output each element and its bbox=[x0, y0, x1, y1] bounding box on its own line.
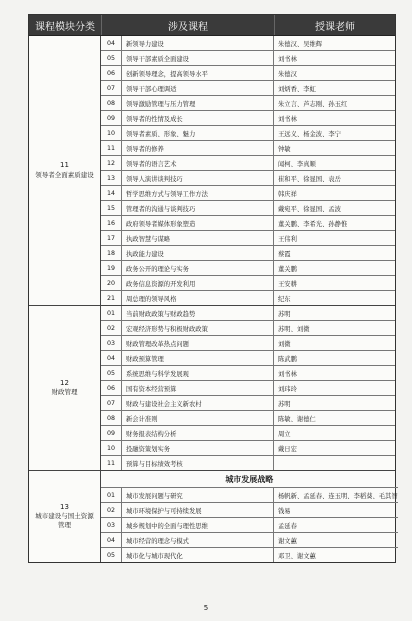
course-name: 投融资策划实务 bbox=[122, 441, 274, 455]
teacher-name: 邓卫、谢文蕙 bbox=[278, 552, 316, 560]
module-number: 13 bbox=[60, 503, 69, 512]
row-number: 18 bbox=[101, 246, 122, 260]
teacher-name: 苏明、刘微 bbox=[278, 325, 310, 333]
row-number: 10 bbox=[101, 441, 122, 455]
table-row bbox=[101, 306, 395, 321]
teacher-name: 韩庆祥 bbox=[278, 190, 297, 198]
teacher-name: 刘书林 bbox=[278, 115, 297, 123]
module-name: 财政管理 bbox=[51, 388, 78, 397]
course-name: 财务报表结构分析 bbox=[122, 426, 274, 440]
table-row bbox=[101, 96, 395, 111]
course-name: 财政管理改革热点问题 bbox=[122, 336, 274, 350]
row-number: 05 bbox=[101, 366, 122, 380]
table-row bbox=[101, 291, 395, 305]
course-name: 新领导力建设 bbox=[122, 36, 274, 50]
table-row bbox=[101, 201, 395, 216]
table-row bbox=[101, 411, 395, 426]
course-name: 领导干部素质全面建设 bbox=[122, 51, 274, 65]
course-name: 系统思维与科学发展观 bbox=[122, 366, 274, 380]
row-number: 04 bbox=[101, 533, 122, 547]
course-name: 政府领导者媒体形象塑造 bbox=[122, 216, 274, 230]
course-name: 哲学思维方式与领导工作方法 bbox=[122, 186, 274, 200]
teacher-name: 朱立言、芦志刚、孙玉红 bbox=[278, 100, 348, 108]
row-number: 14 bbox=[101, 186, 122, 200]
page-number: 5 bbox=[203, 604, 209, 612]
table-row bbox=[101, 488, 398, 503]
row-number: 09 bbox=[101, 426, 122, 440]
table-row bbox=[101, 111, 395, 126]
table-row bbox=[101, 351, 395, 366]
course-name: 领导者的性情及成长 bbox=[122, 111, 274, 125]
table-row bbox=[101, 503, 398, 518]
row-number: 01 bbox=[101, 488, 122, 502]
teacher-name: 周立 bbox=[278, 430, 291, 438]
teacher-name: 陈敏、谢德仁 bbox=[278, 415, 316, 423]
row-number: 13 bbox=[101, 171, 122, 185]
table-row bbox=[101, 261, 395, 276]
table-row bbox=[101, 216, 395, 231]
teacher-name: 闻柯、李真顺 bbox=[278, 160, 316, 168]
course-name: 领导激励管理与压力管理 bbox=[122, 96, 274, 110]
row-number: 05 bbox=[101, 51, 122, 65]
row-number: 06 bbox=[101, 381, 122, 395]
course-name: 城市环境保护与可持续发展 bbox=[122, 503, 274, 517]
row-number: 03 bbox=[101, 336, 122, 350]
header-category: 课程模块分类 bbox=[35, 21, 95, 33]
module-section bbox=[29, 471, 398, 562]
row-number: 01 bbox=[101, 306, 122, 320]
module-name: 城市建设与国土资源管理 bbox=[35, 512, 94, 530]
row-number: 04 bbox=[101, 36, 122, 50]
row-number: 04 bbox=[101, 351, 122, 365]
row-number: 02 bbox=[101, 321, 122, 335]
table-row bbox=[101, 441, 395, 456]
course-name: 领导者的修养 bbox=[122, 141, 274, 155]
row-number: 11 bbox=[101, 456, 122, 470]
table-row bbox=[101, 156, 395, 171]
table-row bbox=[101, 336, 395, 351]
teacher-name: 朱德汉 bbox=[278, 70, 297, 78]
course-name: 财政与建设社会主义新农村 bbox=[122, 396, 274, 410]
table-row bbox=[101, 36, 395, 51]
row-number: 08 bbox=[101, 411, 122, 425]
teacher-name: 戴宛平、徐显国、孟波 bbox=[278, 205, 341, 213]
course-name: 城市发展问题与研究 bbox=[122, 488, 274, 502]
row-number: 19 bbox=[101, 261, 122, 275]
course-name: 创新领导理念，提高领导水平 bbox=[122, 66, 274, 80]
row-number: 21 bbox=[101, 291, 122, 305]
course-name: 执政智慧与谋略 bbox=[122, 231, 274, 245]
course-name: 宏观经济形势与积极财政政策 bbox=[122, 321, 274, 335]
row-number: 20 bbox=[101, 276, 122, 290]
teacher-name: 刘玮玲 bbox=[278, 385, 297, 393]
row-number: 11 bbox=[101, 141, 122, 155]
teacher-name: 崔和平、徐显国、袁岳 bbox=[278, 175, 341, 183]
row-number: 16 bbox=[101, 216, 122, 230]
table-row bbox=[101, 366, 395, 381]
teacher-name: 朱德汉、吴维辉 bbox=[278, 40, 323, 48]
teacher-name: 纪东 bbox=[278, 295, 291, 303]
row-number: 17 bbox=[101, 231, 122, 245]
row-number: 15 bbox=[101, 201, 122, 215]
course-name: 政务信息资源的开发利用 bbox=[122, 276, 274, 290]
course-rows bbox=[101, 471, 398, 562]
table-row bbox=[101, 186, 395, 201]
course-name: 周总理的领导风格 bbox=[122, 291, 274, 305]
module-section bbox=[29, 36, 395, 306]
header-teacher: 授课老师 bbox=[274, 15, 395, 35]
teacher-name: 孟延春 bbox=[278, 522, 297, 530]
header-course: 涉及课程 bbox=[101, 15, 274, 35]
teacher-name: 戴日宏 bbox=[278, 445, 297, 453]
sub-heading: 城市发展战略 bbox=[101, 471, 398, 488]
row-number: 02 bbox=[101, 503, 122, 517]
course-name: 管理者的沟通与谈判技巧 bbox=[122, 201, 274, 215]
row-number: 07 bbox=[101, 81, 122, 95]
module-category bbox=[29, 306, 101, 470]
teacher-name: 王伟利 bbox=[278, 235, 297, 243]
module-number: 11 bbox=[60, 161, 69, 170]
table-row bbox=[101, 81, 395, 96]
course-name: 当前财政政策与财政趋势 bbox=[122, 306, 274, 320]
table-row bbox=[101, 66, 395, 81]
teacher-name bbox=[274, 456, 395, 470]
teacher-name: 刘书林 bbox=[278, 370, 297, 378]
table-row bbox=[101, 548, 398, 562]
table-row bbox=[101, 321, 395, 336]
module-category bbox=[29, 36, 101, 305]
course-name: 城市化与城市现代化 bbox=[122, 548, 274, 562]
module-category bbox=[29, 471, 101, 562]
table-row bbox=[101, 396, 395, 411]
course-table bbox=[28, 14, 396, 563]
table-row bbox=[101, 231, 395, 246]
teacher-name: 董关鹏、李希光、孙静惟 bbox=[278, 220, 348, 228]
course-name: 预算与目标绩效考核 bbox=[122, 456, 274, 470]
course-name: 政务公开的理论与实务 bbox=[122, 261, 274, 275]
table-row bbox=[101, 51, 395, 66]
course-rows bbox=[101, 36, 395, 305]
course-name: 领导者素质、形象、魅力 bbox=[122, 126, 274, 140]
table-row bbox=[101, 381, 395, 396]
table-row bbox=[101, 426, 395, 441]
row-number: 10 bbox=[101, 126, 122, 140]
row-number: 08 bbox=[101, 96, 122, 110]
row-number: 12 bbox=[101, 156, 122, 170]
teacher-name: 刘炳香、李虹 bbox=[278, 85, 316, 93]
teacher-name: 刘书林 bbox=[278, 55, 297, 63]
table-row bbox=[101, 126, 395, 141]
row-number: 07 bbox=[101, 396, 122, 410]
teacher-name: 苏明 bbox=[278, 310, 291, 318]
teacher-name: 钱易 bbox=[278, 507, 291, 515]
course-name: 财政预算管理 bbox=[122, 351, 274, 365]
teacher-name: 谢文蕙 bbox=[278, 537, 297, 545]
table-body bbox=[29, 36, 398, 562]
module-name: 领导者全面素质建设 bbox=[35, 170, 94, 179]
teacher-name: 苏明 bbox=[278, 400, 291, 408]
table-row bbox=[101, 456, 395, 470]
table-row bbox=[101, 141, 395, 156]
course-name: 城市经营的理念与模式 bbox=[122, 533, 274, 547]
module-section bbox=[29, 306, 395, 471]
teacher-name: 董关鹏 bbox=[278, 265, 297, 273]
teacher-name: 陈武鹏 bbox=[278, 355, 297, 363]
teacher-name: 蔡霞 bbox=[278, 250, 291, 258]
course-name: 领导人演讲谈判技巧 bbox=[122, 171, 274, 185]
course-rows bbox=[101, 306, 395, 470]
row-number: 03 bbox=[101, 518, 122, 532]
module-number: 12 bbox=[60, 378, 69, 387]
row-number: 09 bbox=[101, 111, 122, 125]
table-row bbox=[101, 518, 398, 533]
teacher-name: 刘微 bbox=[278, 340, 291, 348]
table-row bbox=[101, 276, 395, 291]
teacher-name: 王安耕 bbox=[278, 280, 297, 288]
table-row bbox=[101, 246, 395, 261]
teacher-name: 钟敏 bbox=[278, 145, 291, 153]
table-row bbox=[101, 171, 395, 186]
course-name: 执政能力建设 bbox=[122, 246, 274, 260]
course-name: 城乡规划中的全面与理性思维 bbox=[122, 518, 274, 532]
teacher-name: 王远义、杨金波、李宁 bbox=[278, 130, 341, 138]
row-number: 05 bbox=[101, 548, 122, 562]
teacher-name: 杨帆新、孟延春、连玉明、李稻葵、毛其智 bbox=[278, 492, 398, 500]
course-name: 领导干部心理调适 bbox=[122, 81, 274, 95]
table-row bbox=[101, 533, 398, 548]
course-name: 国有资本经营预算 bbox=[122, 381, 274, 395]
course-name: 新会计准则 bbox=[122, 411, 274, 425]
table-header bbox=[29, 15, 395, 36]
row-number: 06 bbox=[101, 66, 122, 80]
course-name: 领导者的语言艺术 bbox=[122, 156, 274, 170]
